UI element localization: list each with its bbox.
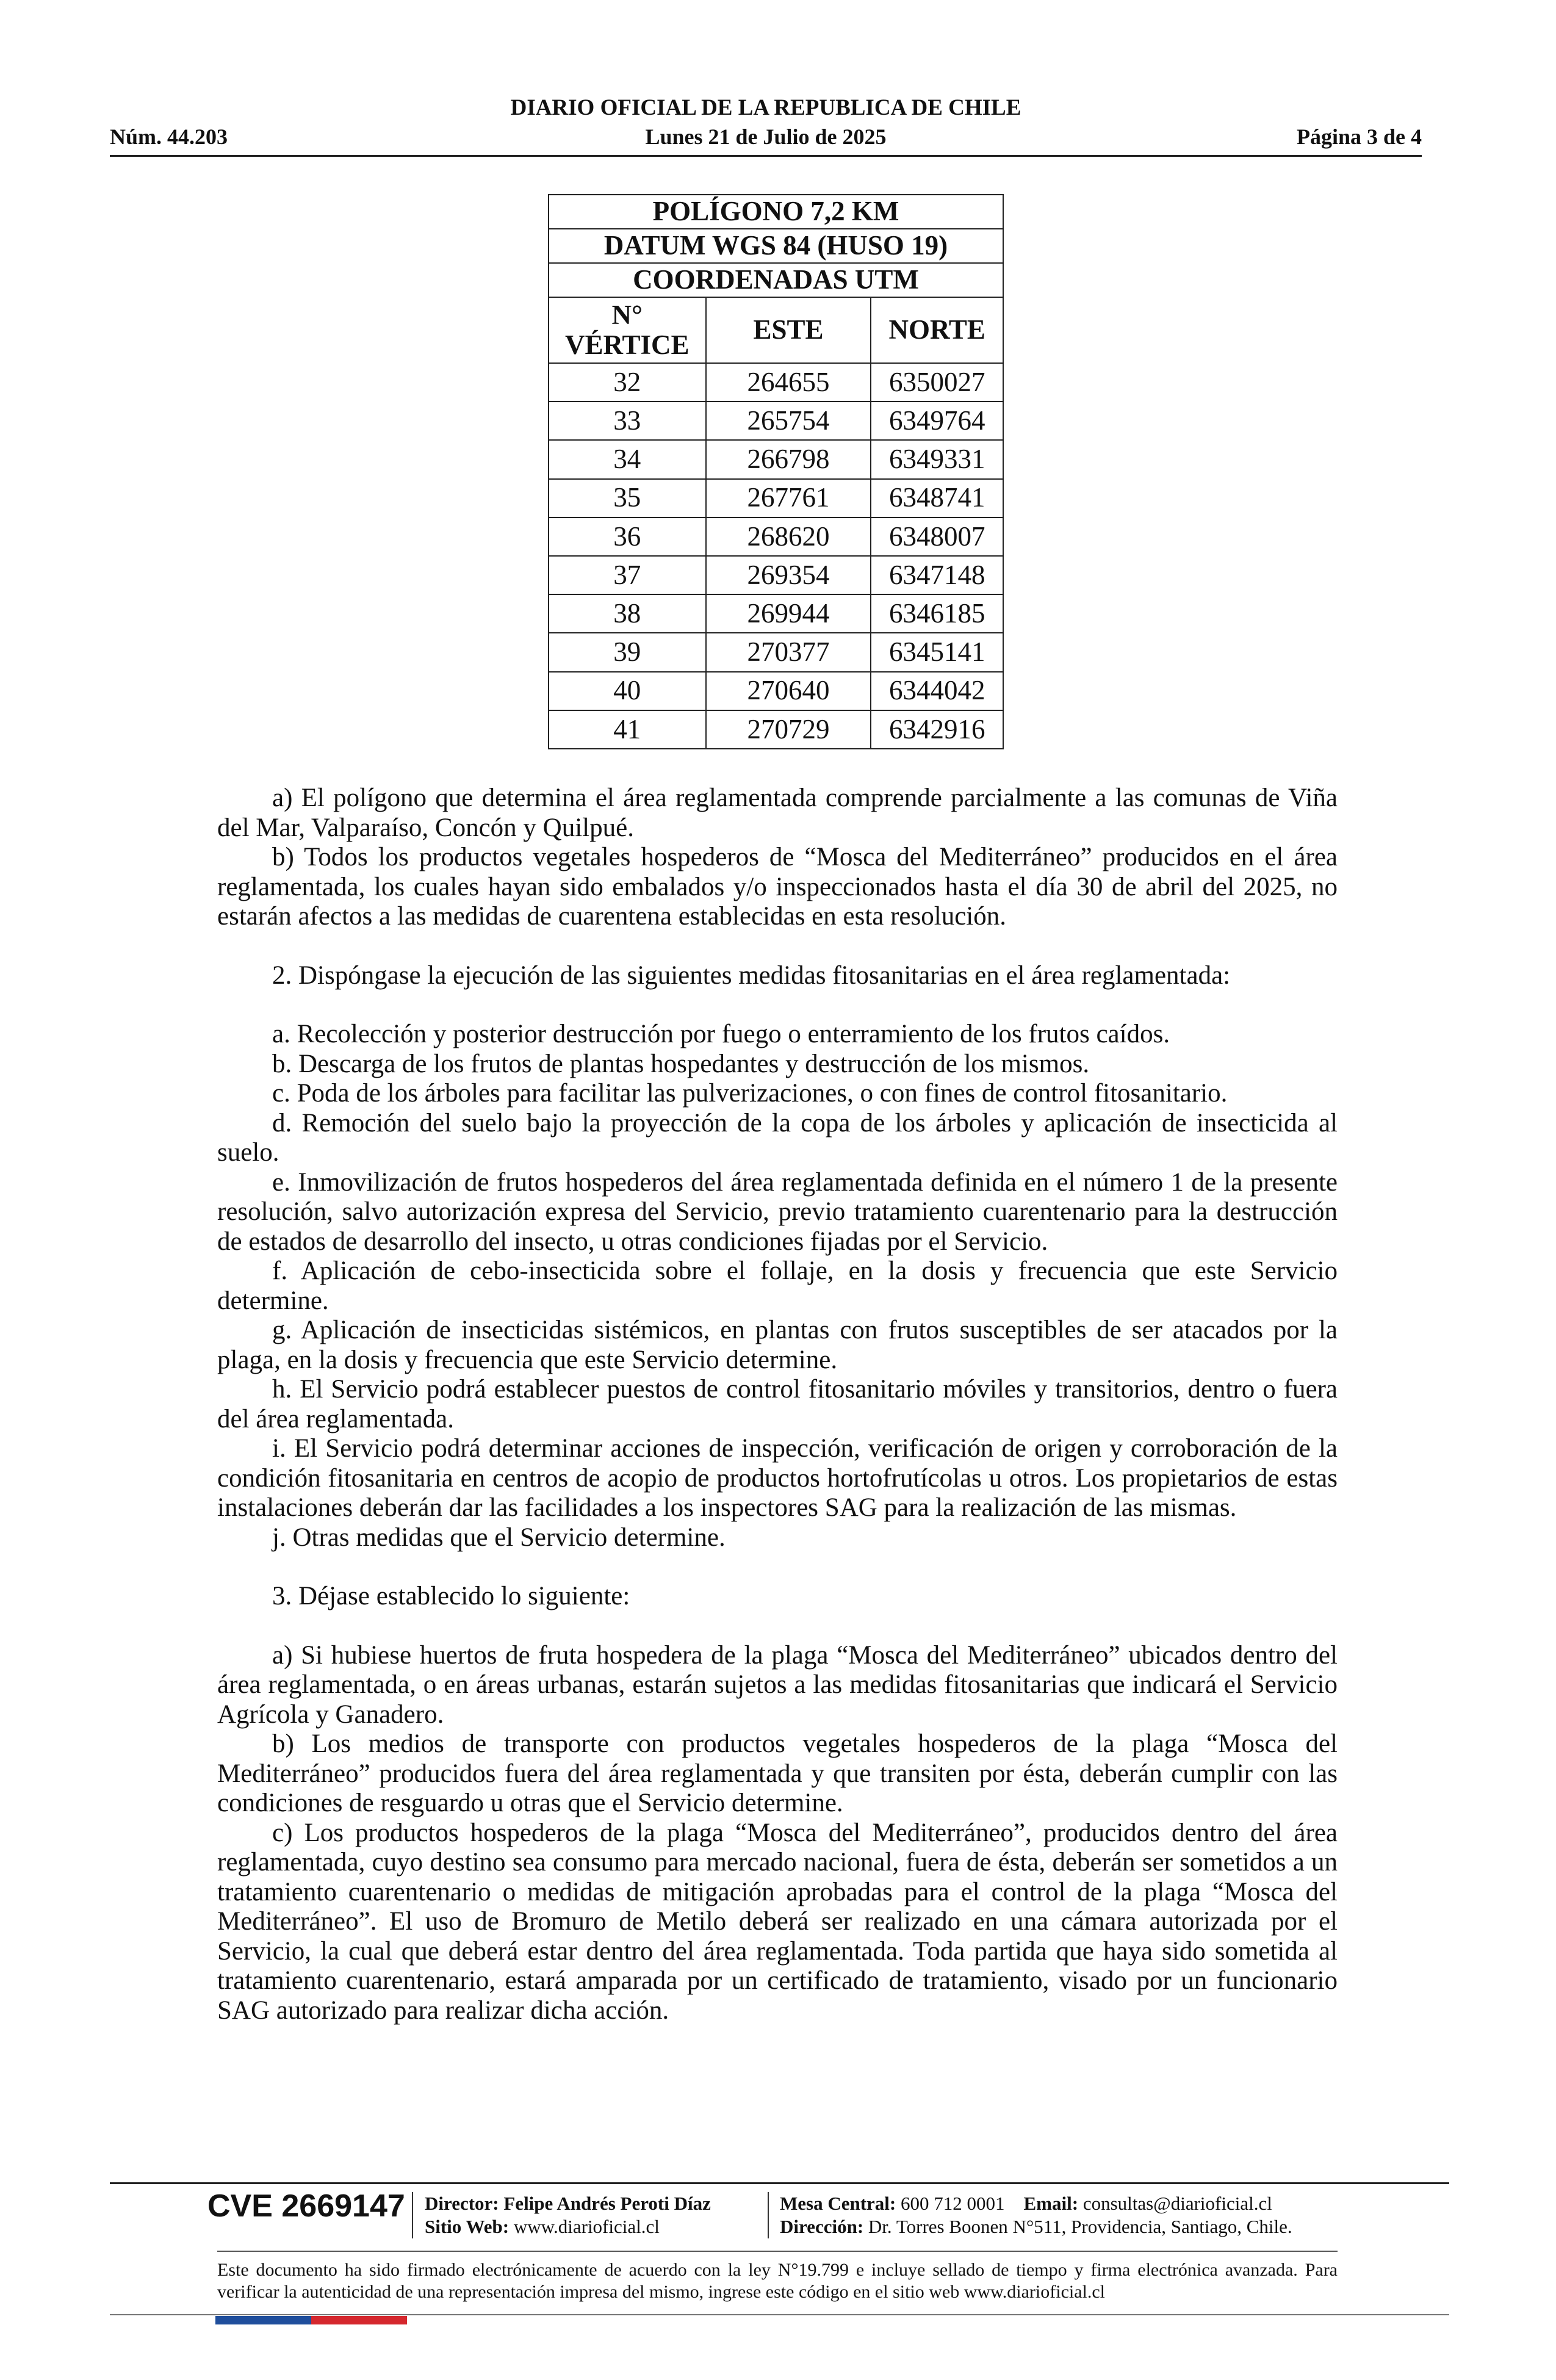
website-link[interactable]: www.diarioficial.cl bbox=[513, 2216, 660, 2237]
vertex-cell: 35 bbox=[549, 479, 706, 517]
norte-cell: 6344042 bbox=[871, 672, 1003, 710]
norte-cell: 6349331 bbox=[871, 440, 1003, 478]
norte-cell: 6349764 bbox=[871, 402, 1003, 440]
table-row bbox=[549, 479, 1003, 517]
legal-notice: Este documento ha sido firmado electrónicamente de acuerdo con la ley N°19.799 e incluye sellado de tiempo y firma electrónica avanzada. Para verificar la autenticidad de una representación impresa del mismo, ingrese este código en el sitio web www.diarioficial.cl bbox=[217, 2260, 1338, 2302]
coordinates-table bbox=[548, 194, 1004, 749]
vertex-cell: 40 bbox=[549, 672, 706, 710]
paragraph-spacer bbox=[217, 1552, 1338, 1582]
table-row bbox=[549, 402, 1003, 440]
norte-cell: 6342916 bbox=[871, 710, 1003, 749]
norte-cell: 6345141 bbox=[871, 633, 1003, 671]
paragraph-spacer bbox=[217, 1612, 1338, 1641]
publication-title: DIARIO OFICIAL DE LA REPUBLICA DE CHILE bbox=[510, 95, 1021, 120]
vertex-cell: 41 bbox=[549, 710, 706, 749]
este-cell: 267761 bbox=[706, 479, 871, 517]
flag-bar-blue bbox=[215, 2316, 311, 2324]
address-label: Dirección: bbox=[780, 2216, 864, 2237]
este-cell: 270729 bbox=[706, 710, 871, 749]
column-header-vertex bbox=[549, 297, 706, 363]
table-row bbox=[549, 633, 1003, 671]
address-text: Dr. Torres Boonen N°511, Providencia, Santiago, Chile. bbox=[868, 2216, 1292, 2237]
paragraph-area-communes: a) El polígono que determina el área reglamentada comprende parcialmente a las comunas de Viña del Mar, Valparaíso, Concón y Quilpué. bbox=[217, 784, 1338, 842]
paragraph-established-intro: 3. Déjase establecido lo siguiente: bbox=[272, 1582, 630, 1610]
established-item-a: a) Si hubiese huertos de fruta hospedera de la plaga “Mosca del Mediterráneo” ubicados dentro del área reglamentada, o en áreas urbanas, estarán sujetos a las medidas fitosanitarias que indicará el Servicio Agrícola y Ganadero. bbox=[217, 1640, 1338, 1729]
footer-divider bbox=[217, 2251, 1338, 2252]
email-link[interactable]: consultas@diarioficial.cl bbox=[1082, 2193, 1272, 2214]
director-label: Director: bbox=[425, 2193, 499, 2214]
table-row bbox=[549, 672, 1003, 710]
norte-cell: 6348741 bbox=[871, 479, 1003, 517]
este-cell: 264655 bbox=[706, 363, 871, 402]
issue-date: Lunes 21 de Julio de 2025 bbox=[645, 124, 887, 149]
table-row bbox=[549, 517, 1003, 556]
established-item-c: c) Los productos hospederos de la plaga “Mosca del Mediterráneo”, producidos dentro del área reglamentada, cuyo destino sea consumo para mercado nacional, fuera de ésta, deberán ser sometidos a un tratamiento cuarentenario o medidas de mitigación aprobadas para el control de la plaga “Mosca del Mediterráneo”. El uso de Bromuro de Metilo deberá ser realizado en una cámara autorizada por el Servicio, la cual que deberá estar dentro del área reglamentada. Toda partida que haya sido sometida al tratamiento cuarentenario, estará amparada por un certificado de tratamiento, visado por un funcionario SAG autorizado para realizar dicha acción. bbox=[217, 1818, 1338, 2025]
table-row bbox=[549, 556, 1003, 594]
este-cell: 270377 bbox=[706, 633, 871, 671]
este-cell: 265754 bbox=[706, 402, 871, 440]
footer-director-block bbox=[425, 2192, 711, 2238]
phone-number: 600 712 0001 bbox=[901, 2193, 1005, 2214]
measure-item-d: d. Remoción del suelo bajo la proyección de la copa de los árboles y aplicación de insecticida al suelo. bbox=[217, 1108, 1338, 1167]
header-divider bbox=[110, 155, 1422, 157]
footer-divider bbox=[110, 2314, 1449, 2315]
measure-item-e: e. Inmovilización de frutos hospederos del área reglamentada definida en el número 1 de la presente resolución, salvo autorización expresa del Servicio, previo tratamiento cuarentenario para la destrucción de estados de desarrollo del insecto, u otras condiciones fijadas por el Servicio. bbox=[217, 1167, 1338, 1256]
vertex-cell: 36 bbox=[549, 517, 706, 556]
page-number: Página 3 de 4 bbox=[1296, 124, 1422, 149]
established-item-b: b) Los medios de transporte con productos vegetales hospederos de la plaga “Mosca del Mediterráneo” producidos fuera del área reglamentada y que transiten por ésta, deberán cumplir con las condiciones de resguardo u otras que el Servicio determine. bbox=[217, 1729, 1338, 1817]
email-label: Email: bbox=[1023, 2193, 1079, 2214]
page-header bbox=[110, 95, 1422, 156]
column-header-este: ESTE bbox=[706, 297, 871, 363]
vertex-cell: 37 bbox=[549, 556, 706, 594]
issue-number: Núm. 44.203 bbox=[110, 124, 228, 149]
vertex-cell: 32 bbox=[549, 363, 706, 402]
este-cell: 266798 bbox=[706, 440, 871, 478]
column-header-vertex-line1: N° bbox=[611, 299, 643, 330]
table-row bbox=[549, 363, 1003, 402]
flag-bar-red bbox=[311, 2316, 407, 2324]
table-title-utm: COORDENADAS UTM bbox=[549, 263, 1003, 297]
website-label: Sitio Web: bbox=[425, 2216, 510, 2237]
este-cell: 269354 bbox=[706, 556, 871, 594]
measure-item-b: b. Descarga de los frutos de plantas hospedantes y destrucción de los mismos. bbox=[272, 1049, 1090, 1078]
director-name: Felipe Andrés Peroti Díaz bbox=[503, 2193, 711, 2214]
measure-item-g: g. Aplicación de insecticidas sistémicos, en plantas con frutos susceptibles de ser atacados por la plaga, en la dosis y frecuencia que este Servicio determine. bbox=[217, 1316, 1338, 1374]
paragraph-measures-intro: 2. Dispóngase la ejecución de las siguientes medidas fitosanitarias en el área reglamentada: bbox=[272, 961, 1231, 990]
este-cell: 269944 bbox=[706, 594, 871, 633]
paragraph-exempt-products: b) Todos los productos vegetales hospederos de “Mosca del Mediterráneo” producidos en el área reglamentada, los cuales hayan sido embalados y/o inspeccionados hasta el día 30 de abril del 2025, no estarán afectos a las medidas de cuarentena establecidas en esta resolución. bbox=[217, 843, 1338, 931]
cve-code: CVE 2669147 bbox=[207, 2188, 405, 2224]
vertex-cell: 34 bbox=[549, 440, 706, 478]
norte-cell: 6347148 bbox=[871, 556, 1003, 594]
vertex-cell: 39 bbox=[549, 633, 706, 671]
measure-item-j: j. Otras medidas que el Servicio determine. bbox=[272, 1523, 726, 1552]
footer-separator bbox=[768, 2192, 769, 2238]
column-header-norte: NORTE bbox=[871, 297, 1003, 363]
measure-item-i: i. El Servicio podrá determinar acciones de inspección, verificación de origen y corroboración de la condición fitosanitaria en centros de acopio de productos hortofrutícolas u otros. Los propietarios de estas instalaciones deberán dar las facilidades a los inspectores SAG para la realización de las mismas. bbox=[217, 1434, 1338, 1522]
vertex-cell: 38 bbox=[549, 594, 706, 633]
este-cell: 270640 bbox=[706, 672, 871, 710]
este-cell: 268620 bbox=[706, 517, 871, 556]
measure-item-c: c. Poda de los árboles para facilitar las pulverizaciones, o con fines de control fitosanitario. bbox=[272, 1079, 1228, 1108]
footer-divider bbox=[110, 2182, 1449, 2184]
table-title-polygon: POLÍGONO 7,2 KM bbox=[549, 195, 1003, 229]
table-row bbox=[549, 594, 1003, 633]
measure-item-a: a. Recolección y posterior destrucción por fuego o enterramiento de los frutos caídos. bbox=[272, 1020, 1170, 1048]
phone-label: Mesa Central: bbox=[780, 2193, 896, 2214]
norte-cell: 6348007 bbox=[871, 517, 1003, 556]
table-row bbox=[549, 710, 1003, 749]
norte-cell: 6350027 bbox=[871, 363, 1003, 402]
document-body bbox=[217, 784, 1338, 2025]
paragraph-spacer bbox=[217, 932, 1338, 961]
footer-separator bbox=[412, 2192, 413, 2238]
footer-contact-block bbox=[780, 2192, 1292, 2238]
table-row bbox=[549, 440, 1003, 478]
column-header-vertex-line2: VÉRTICE bbox=[565, 330, 690, 360]
measure-item-h: h. El Servicio podrá establecer puestos de control fitosanitario móviles y transitorios, dentro o fuera del área reglamentada. bbox=[217, 1375, 1338, 1433]
table-title-datum: DATUM WGS 84 (HUSO 19) bbox=[549, 229, 1003, 263]
vertex-cell: 33 bbox=[549, 402, 706, 440]
measure-item-f: f. Aplicación de cebo-insecticida sobre el follaje, en la dosis y frecuencia que este Servicio determine. bbox=[217, 1257, 1338, 1315]
paragraph-spacer bbox=[217, 990, 1338, 1020]
norte-cell: 6346185 bbox=[871, 594, 1003, 633]
